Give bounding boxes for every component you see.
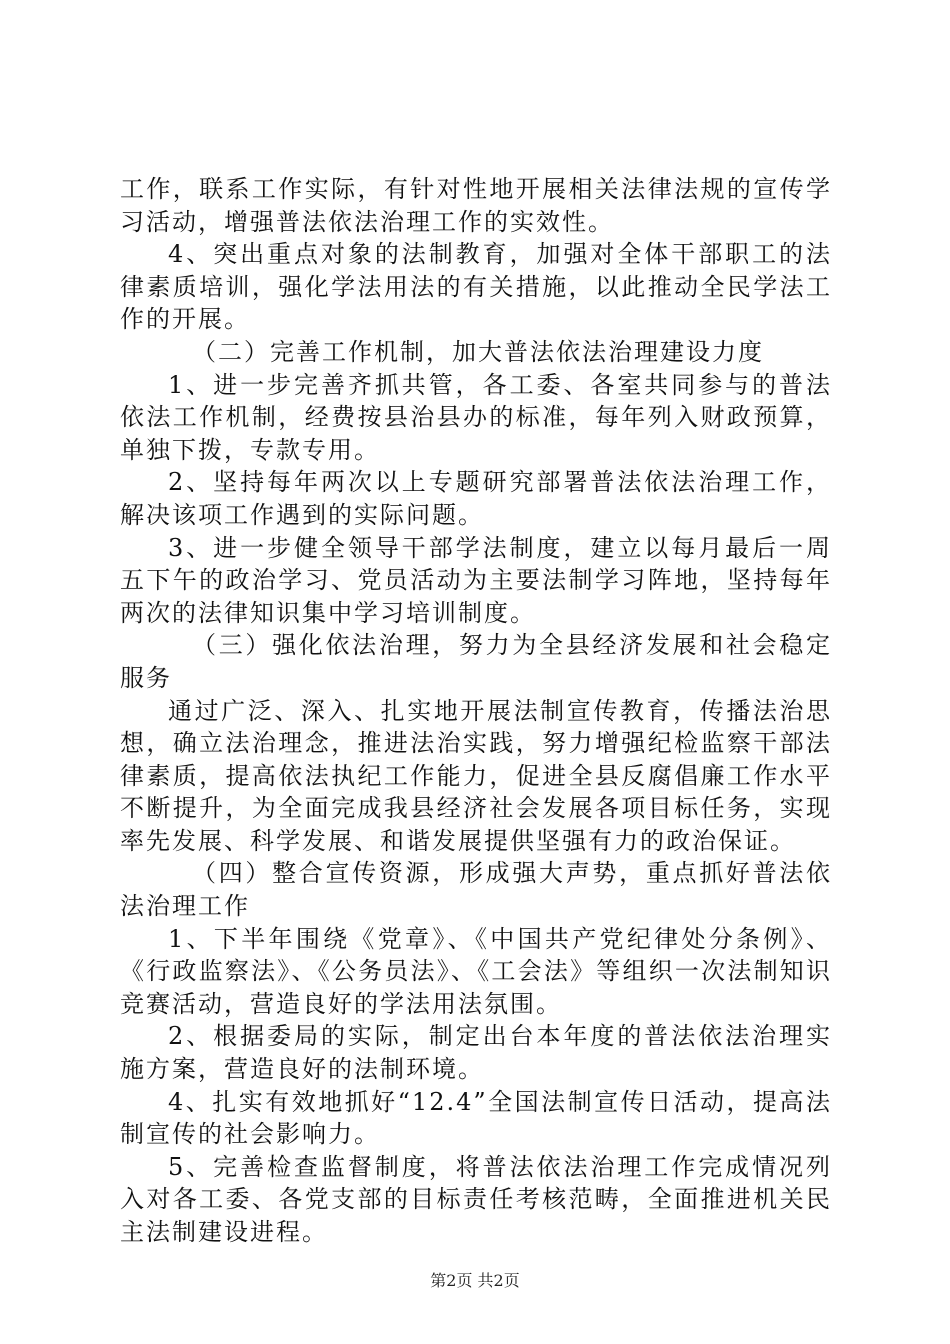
paragraph: 5、完善检查监督制度，将普法依法治理工作完成情况列入对各工委、各党支部的目标责任考核范畴，全面推进机关民主法制建设进程。 [120, 1152, 832, 1246]
paragraph: 工作，联系工作实际，有针对性地开展相关法律法规的宣传学习活动，增强普法依法治理工作的实效性。 [120, 175, 832, 236]
paragraph: 1、进一步完善齐抓共管，各工委、各室共同参与的普法依法工作机制，经费按县治县办的标准，每年列入财政预算，单独下拨，专款专用。 [120, 370, 832, 464]
paragraph: 2、根据委局的实际，制定出台本年度的普法依法治理实施方案，营造良好的法制环境。 [120, 1022, 832, 1084]
section-heading: （二）完善工作机制，加大普法依法治理建设力度 [192, 337, 764, 366]
paragraph: 4、扎实有效地抓好“12.4”全国法制宣传日活动，提高法制宣传的社会影响力。 [120, 1087, 832, 1149]
page-footer: 第2页 共2页 [430, 1271, 520, 1290]
paragraph: 1、下半年围绕《党章》、《中国共产党纪律处分条例》、《行政监察法》、《公务员法》、《工会法》等组织一次法制知识竞赛活动，营造良好的学法用法氛围。 [120, 924, 832, 1018]
section-heading: （四）整合宣传资源，形成强大声势，重点抓好普法依法治理工作 [120, 859, 832, 921]
paragraph: 2、坚持每年两次以上专题研究部署普法依法治理工作，解决该项工作遇到的实际问题。 [120, 468, 832, 529]
paragraph: 通过广泛、深入、扎实地开展法制宣传教育，传播法治思想，确立法治理念，推进法治实践，努力增强纪检监察干部法律素质，提高依法执纪工作能力，促进全县反腐倡廉工作水平不断提升，为全面完成我县经济社会发展各项目标任务，实现率先发展、科学发展、和谐发展提供坚强有力的政治保证。 [120, 696, 832, 855]
section-heading: （三）强化依法治理，努力为全县经济发展和社会稳定服务 [120, 631, 832, 692]
document-body [120, 173, 832, 1249]
paragraph: 4、突出重点对象的法制教育，加强对全体干部职工的法律素质培训，强化学法用法的有关措施，以此推动全民学法工作的开展。 [120, 240, 832, 334]
paragraph: 3、进一步健全领导干部学法制度，建立以每月最后一周五下午的政治学习、党员活动为主要法制学习阵地，坚持每年两次的法律知识集中学习培训制度。 [120, 533, 832, 627]
